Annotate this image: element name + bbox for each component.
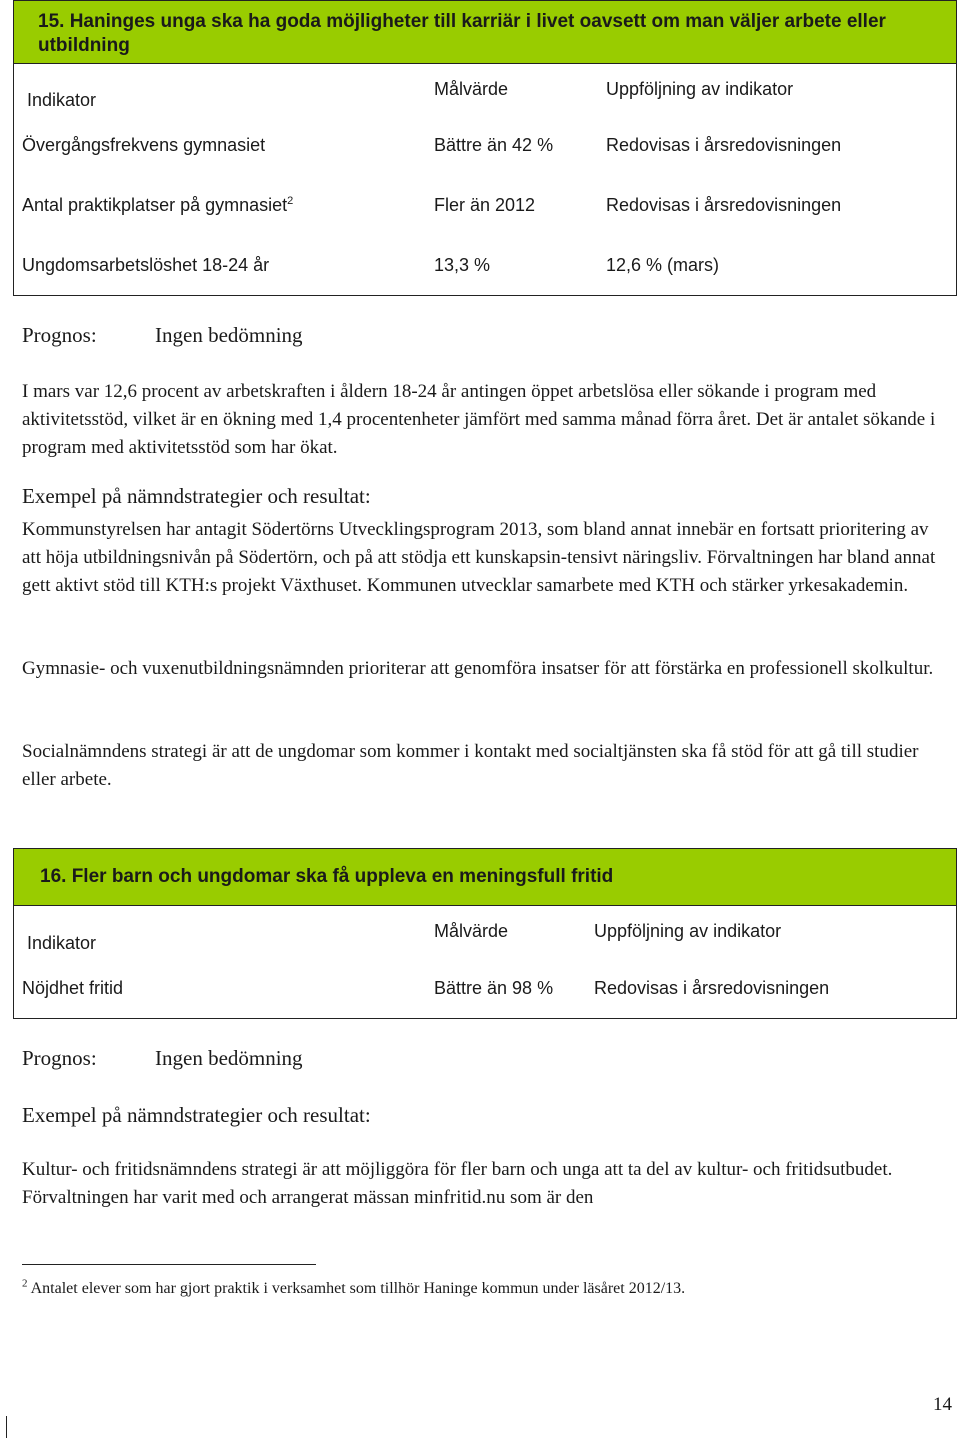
- row-target: Bättre än 42 %: [434, 135, 554, 155]
- footnote-number: 2: [22, 1277, 28, 1290]
- prognos-value: Ingen bedömning: [155, 1046, 303, 1070]
- section-16-box: [13, 848, 957, 1019]
- header-followup: Uppföljning av indikator: [594, 921, 782, 941]
- page-number: 14: [933, 1394, 952, 1415]
- footnote-text: Antalet elever som har gjort praktik i verksamhet som tillhör Haninge kommun under läsåret 2012/13.: [30, 1280, 686, 1297]
- prognos-label: Prognos:: [22, 1046, 97, 1070]
- section-15-box: [13, 0, 957, 296]
- change-bar: [6, 1416, 7, 1438]
- row-followup: Redovisas i årsredovisningen: [594, 978, 830, 998]
- section-16-title: 16. Fler barn och ungdomar ska få uppleva en meningsfull fritid: [40, 866, 614, 887]
- row-indicator-text: Antal praktikplatser på gymnasiet: [22, 195, 288, 215]
- row-followup: Redovisas i årsredovisningen: [606, 195, 842, 215]
- row-target: Fler än 2012: [434, 195, 536, 215]
- row-followup: 12,6 % (mars): [606, 255, 720, 275]
- section-15-paragraph-1: I mars var 12,6 procent av arbetskraften i åldern 18-24 år antingen öppet arbetslösa eller sökande i program med aktivitetsstöd, vilket är en ökning med 1,4 procentenheter jämfört med samma månad förra året. Det är antalet sökande i program med aktivitetsstöd som har ökat.: [22, 381, 936, 458]
- header-target: Målvärde: [434, 921, 509, 941]
- section-15-paragraph-2: Kommunstyrelsen har antagit Södertörns Utvecklingsprogram 2013, som bland annat innebär en fortsatt prioritering av att höja utbildningsnivån på Södertörn, och på att stödja ett kunskapsin-tensivt näringsliv. Förvaltningen har bland annat gett aktivt stöd till KTH:s projekt Växthuset. Kommunen utvecklar samarbete med KTH och stärker yrkesakademin.: [22, 519, 936, 596]
- prognos-label: Prognos:: [22, 323, 97, 347]
- header-target: Målvärde: [434, 79, 509, 99]
- row-indicator: Nöjdhet fritid: [22, 978, 124, 998]
- section-16-example-heading: Exempel på nämndstrategier och resultat:: [22, 1103, 371, 1127]
- section-16-header: [14, 849, 956, 906]
- section-15-header: [14, 1, 956, 64]
- row-followup: Redovisas i årsredovisningen: [606, 135, 842, 155]
- row-target: Bättre än 98 %: [434, 978, 554, 998]
- header-followup: Uppföljning av indikator: [606, 79, 794, 99]
- footnote: [22, 1277, 686, 1298]
- row-indicator: Ungdomsarbetslöshet 18-24 år: [22, 255, 270, 275]
- row-indicator: Övergångsfrekvens gymnasiet: [22, 135, 266, 155]
- footnote-ref[interactable]: 2: [287, 195, 294, 207]
- prognos-value: Ingen bedömning: [155, 323, 303, 347]
- section-15-title: 15. Haninges unga ska ha goda möjligheter till karriär i livet oavsett om man väljer arbete eller utbildning: [38, 11, 886, 56]
- header-indicator: Indikator: [27, 933, 97, 953]
- section-15-paragraph-4: Socialnämndens strategi är att de ungdomar som kommer i kontakt med socialtjänsten ska få stöd för att gå till studier eller arbete.: [22, 741, 919, 790]
- row-indicator: [22, 195, 293, 216]
- section-15-example-heading: Exempel på nämndstrategier och resultat:: [22, 484, 371, 508]
- section-16-paragraph-1: Kultur- och fritidsnämndens strategi är att möjliggöra för fler barn och unga att ta del av kultur- och fritidsutbudet. Förvaltningen har varit med och arrangerat mässan minfritid.nu som är den: [22, 1159, 893, 1208]
- header-indicator: Indikator: [27, 90, 97, 110]
- section-15-paragraph-3: Gymnasie- och vuxenutbildningsnämnden prioriterar att genomföra insatser för att förstärka en professionell skolkultur.: [22, 658, 934, 679]
- footnote-separator: [22, 1264, 316, 1265]
- row-target: 13,3 %: [434, 255, 491, 275]
